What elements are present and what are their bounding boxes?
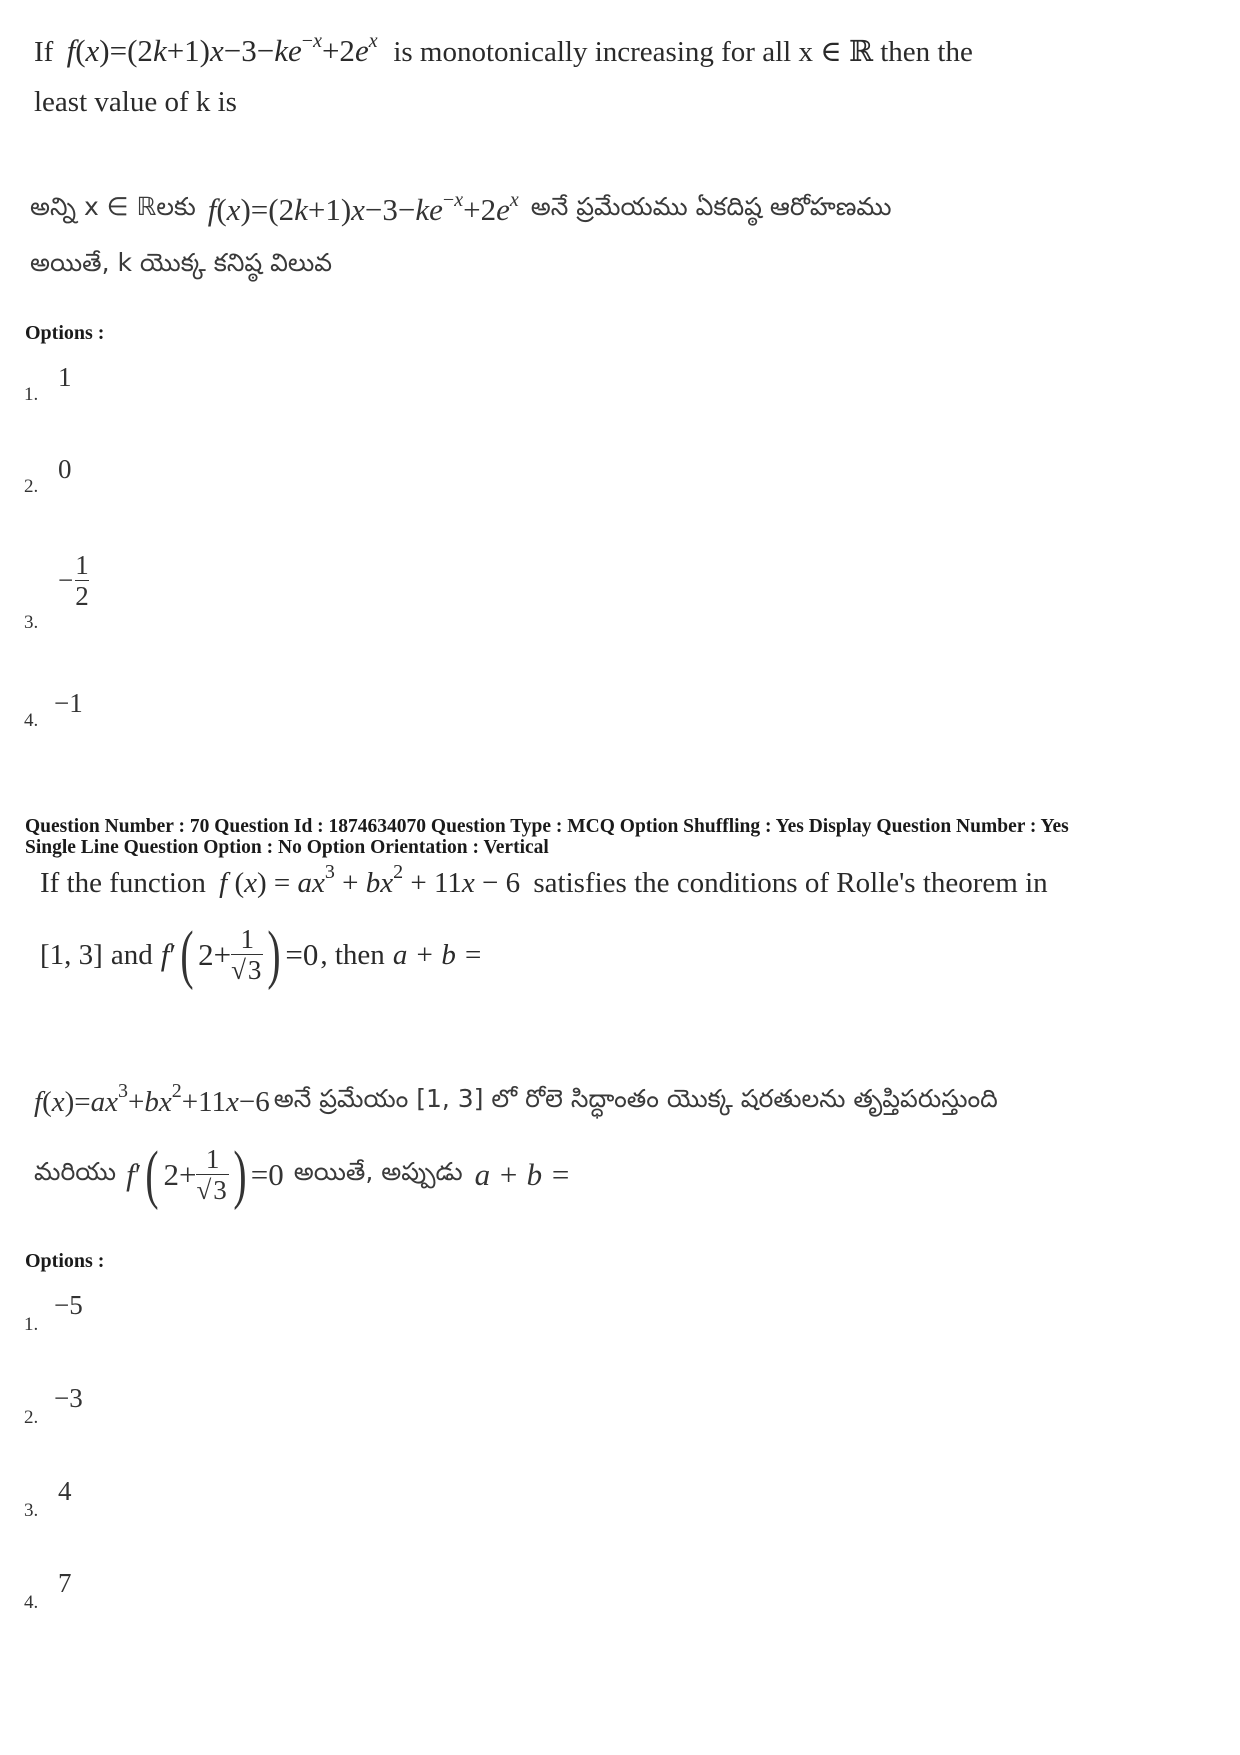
q69-prefix: If bbox=[34, 36, 54, 68]
q69-option-3-number: 3. bbox=[24, 612, 39, 633]
q70-telugu-line2 bbox=[34, 1137, 1204, 1211]
q70-option-3-number: 3. bbox=[24, 1500, 39, 1521]
q69-english-line2: least value of k is bbox=[34, 86, 237, 118]
q70-option-1-value: −5 bbox=[54, 1290, 83, 1320]
q69-telugu-suffix: అనే ప్రమేయము ఏకదిష్ఠ ఆరోహణము bbox=[530, 192, 892, 221]
q70-option-2-number: 2. bbox=[24, 1407, 39, 1428]
q70-condition: f ′ ( 2+ $\frac{1}{√3}$ ) =0 bbox=[160, 917, 319, 991]
q69-telugu-stem bbox=[30, 189, 1190, 284]
q69-option-1[interactable] bbox=[24, 362, 224, 412]
q69-telugu-line1 bbox=[30, 189, 1190, 228]
q70-option-2[interactable] bbox=[24, 1383, 224, 1433]
q70-telugu-line1-text: అనే ప్రమేయం [1, 3] లో రోలె సిద్ధాంతం యొక్క షరతులను తృప్తిపరుస్తుంది bbox=[273, 1084, 998, 1113]
q69-option-2[interactable] bbox=[24, 454, 224, 504]
q70-option-4-number: 4. bbox=[24, 1592, 39, 1613]
q69-option-3[interactable] bbox=[24, 550, 224, 640]
q70-line1-prefix: If the function bbox=[40, 867, 206, 899]
q70-ask: a + b = bbox=[392, 938, 483, 971]
q70-english-stem bbox=[40, 861, 1190, 991]
q70-english-line1 bbox=[40, 861, 1190, 902]
q70-meta bbox=[25, 816, 1069, 858]
q69-option-4[interactable] bbox=[24, 688, 224, 738]
q69-suffix: is monotonically increasing for all x ∈ ℝ then the bbox=[393, 36, 973, 68]
q69-option-2-value: 0 bbox=[58, 454, 72, 484]
q69-option-3-value bbox=[58, 550, 89, 611]
q70-option-3-value: 4 bbox=[58, 1476, 72, 1506]
q69-options-label: Options : bbox=[25, 322, 105, 344]
q70-telugu-line1 bbox=[34, 1079, 1204, 1120]
q70-english-line2 bbox=[40, 917, 1190, 991]
q70-telugu-ask: a + b = bbox=[474, 1156, 571, 1192]
q70-option-1[interactable] bbox=[24, 1290, 224, 1340]
q69-telugu-formula: $f(x)=(2k+1)x-3-ke^{-x}+2e^x$ bbox=[207, 189, 519, 227]
q69-telugu-line2: అయితే, k యొక్క కనిష్ఠ విలువ bbox=[30, 248, 333, 277]
q70-options-label: Options : bbox=[25, 1250, 105, 1272]
q70-option-2-value: −3 bbox=[54, 1383, 83, 1413]
q69-english-stem bbox=[34, 32, 1184, 121]
q70-telugu-stem bbox=[34, 1079, 1204, 1211]
q69-english-line1 bbox=[34, 32, 1184, 71]
q69-formula: $f(x)=(2k+1)x-3-ke^{-x}+2e^x$ bbox=[66, 30, 378, 68]
q70-option-4-value: 7 bbox=[58, 1568, 72, 1598]
q69-telugu-prefix: అన్ని x ∈ ℝలకు bbox=[30, 192, 196, 221]
q70-interval: [1, 3] bbox=[40, 938, 103, 971]
q70-formula: f $(x) = ax^3 + bx^2 + 11x - 6$ bbox=[219, 861, 528, 899]
q70-telugu-line2-prefix: మరియు bbox=[34, 1156, 117, 1186]
q69-option-3-sign: − bbox=[58, 565, 74, 595]
q69-option-3-denominator: 2 bbox=[75, 581, 89, 611]
q70-option-3[interactable] bbox=[24, 1476, 224, 1526]
q69-option-1-number: 1. bbox=[24, 384, 39, 405]
q70-and: and bbox=[110, 938, 153, 971]
q69-option-3-fraction bbox=[75, 550, 89, 611]
q69-option-4-number: 4. bbox=[24, 710, 39, 731]
q70-meta-line2: Single Line Question Option : No Option Orientation : Vertical bbox=[25, 837, 549, 858]
q69-option-3-numerator: 1 bbox=[75, 550, 89, 580]
q70-then: , then bbox=[320, 938, 385, 971]
q70-line1-suffix: satisfies the conditions of Rolle's theorem in bbox=[533, 867, 1048, 899]
q69-option-2-number: 2. bbox=[24, 476, 39, 497]
q69-option-4-value: −1 bbox=[54, 688, 83, 718]
q70-telugu-line2-mid: అయితే, అప్పుడు bbox=[293, 1156, 463, 1186]
q70-meta-line1: Question Number : 70 Question Id : 1874634070 Question Type : MCQ Option Shuffling : Yes Display Question Number : Yes bbox=[25, 816, 1069, 837]
q70-option-1-number: 1. bbox=[24, 1314, 39, 1335]
q70-telugu-formula: $f(x)=ax^3+bx^2+11x-6$ bbox=[34, 1079, 270, 1118]
q69-option-1-value: 1 bbox=[58, 362, 72, 392]
q70-telugu-condition: f ′ ( 2+ $\frac{1}{√3}$ ) =0 bbox=[126, 1137, 284, 1211]
q70-option-4[interactable] bbox=[24, 1568, 224, 1618]
